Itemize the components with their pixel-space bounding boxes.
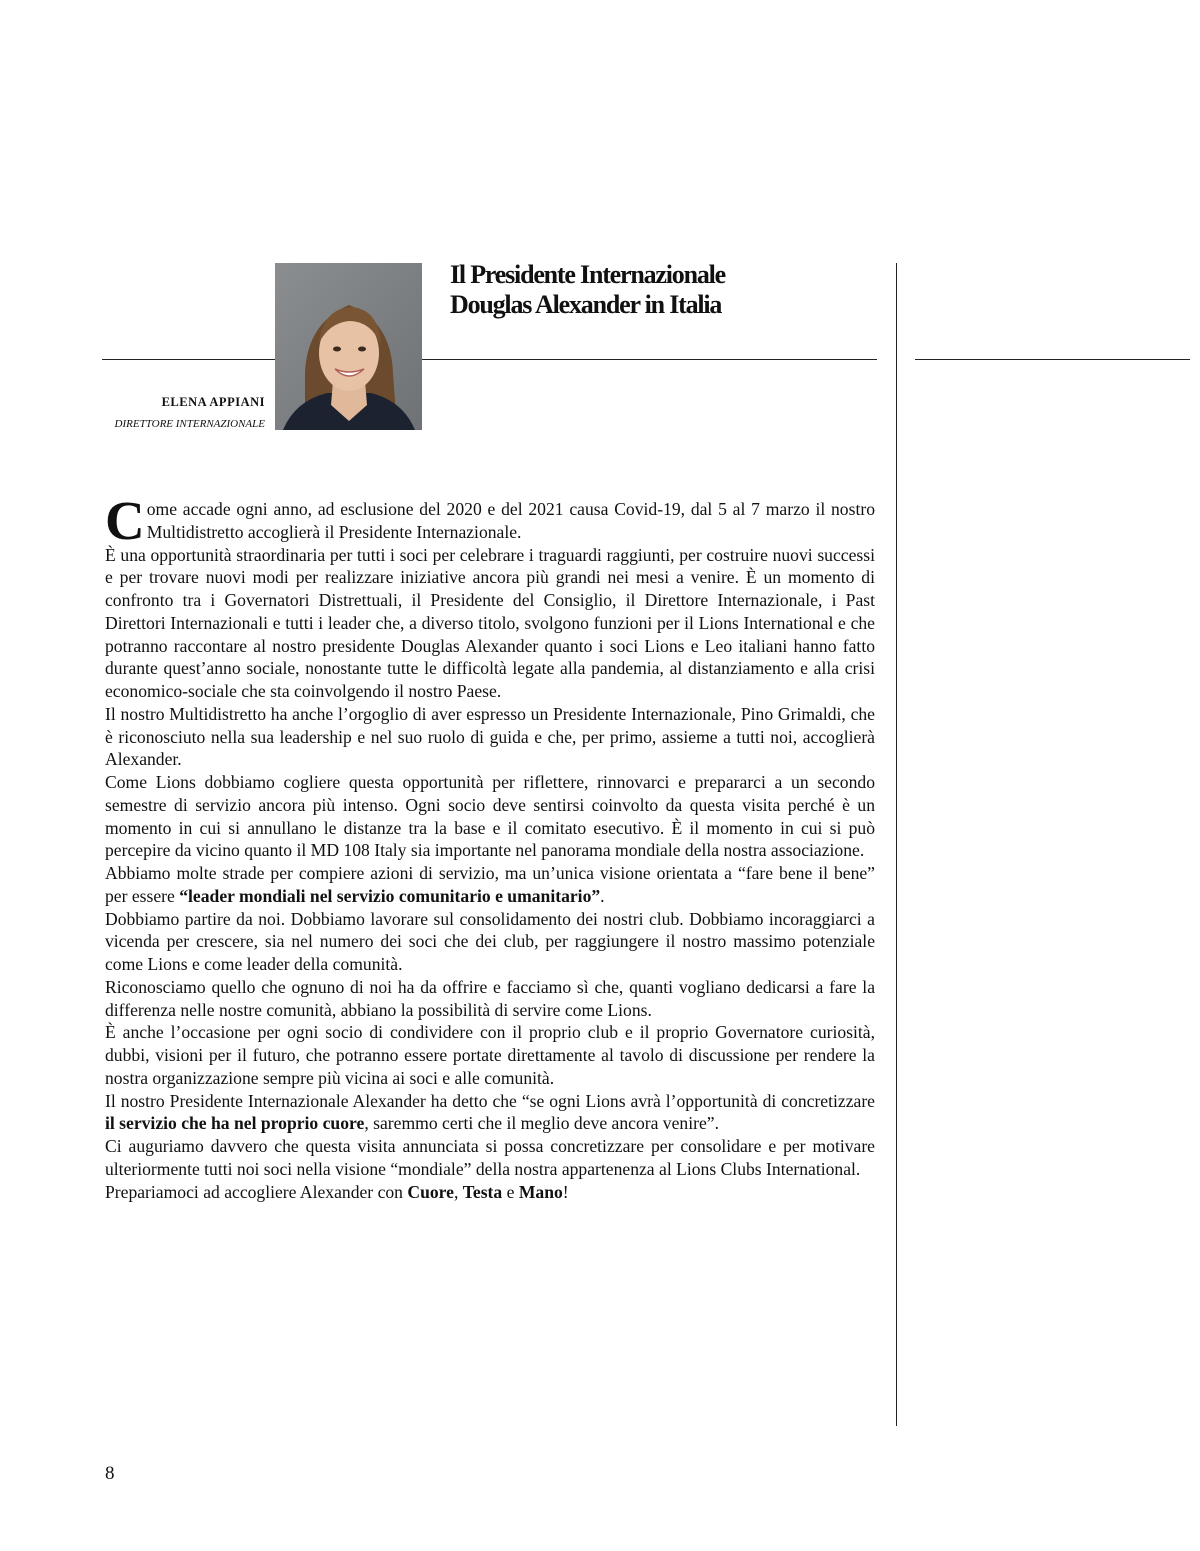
side-column-rule: [915, 359, 1190, 360]
bold-word-mano: Mano: [518, 1181, 563, 1202]
column-divider: [896, 263, 897, 1426]
author-name: ELENA APPIANI: [161, 395, 265, 409]
paragraph-text: .: [600, 885, 605, 906]
drop-cap: C: [105, 490, 145, 551]
paragraph: Dobbiamo partire da noi. Dobbiamo lavorare sul consolidamento dei nostri club. Dobbiamo incoraggiarci a vicenda per crescere, sia nel numero dei soci che dei club, per raggiungere il nostro massimo potenziale come Lions e come leader della comunità.: [105, 908, 875, 974]
paragraph: Riconosciamo quello che ognuno di noi ha da offrire e facciamo sì che, quanti vogliano dedicarsi a fare la differenza nelle nostre comunità, abbiano la possibilità di servire come Lions.: [105, 976, 875, 1020]
bold-quote: “leader mondiali nel servizio comunitario e umanitario”: [179, 885, 601, 906]
separator: ,: [453, 1181, 463, 1202]
bold-word-cuore: Cuore: [407, 1181, 454, 1202]
paragraph: Il nostro Multidistretto ha anche l’orgoglio di aver espresso un Presidente Internazionale, Pino Grimaldi, che è riconosciuto nella sua leadership e nel suo ruolo di guida e che, per primo, assieme a tutti noi, accoglierà Alexander.: [105, 703, 875, 770]
paragraph-text: ome accade ogni anno, ad esclusione del 2020 e del 2021 causa Covid-19, dal 5 al 7 marzo il nostro Multidistretto accoglierà il Presidente Internazionale.: [146, 499, 875, 542]
paragraph-text: , saremmo certi che il meglio deve ancora venire”.: [364, 1113, 719, 1134]
paragraph: [105, 490, 875, 551]
article-title-line-2: Douglas Alexander in Italia: [450, 290, 722, 319]
separator: e: [502, 1181, 519, 1202]
paragraph-text: Prepariamoci ad accogliere Alexander con: [105, 1181, 408, 1202]
paragraph-text: Il nostro Presidente Internazionale Alexander ha detto che “se ogni Lions avrà l’opportunità di concretizzare: [105, 1090, 875, 1111]
bold-phrase: il servizio che ha nel proprio cuore: [105, 1113, 365, 1134]
page-number: 8: [105, 1463, 115, 1484]
bold-word-testa: Testa: [462, 1181, 503, 1202]
paragraph: [105, 1181, 875, 1204]
author-role: DIRETTORE INTERNAZIONALE: [114, 418, 265, 430]
paragraph-text: Abbiamo molte strade per compiere azioni di servizio, ma un’unica visione orientata a “fare bene il bene” per essere: [105, 863, 875, 906]
paragraph: È anche l’occasione per ogni socio di condividere con il proprio club e il proprio Governatore curiosità, dubbi, visioni per il futuro, che potranno essere portate direttamente al tavolo di discussione per rendere la nostra organizzazione sempre più vicina ai soci e alle comunità.: [105, 1022, 875, 1088]
paragraph: È una opportunità straordinaria per tutti i soci per celebrare i traguardi raggiunti, per costruire nuovi successi e per trovare nuovi modi per realizzare iniziative ancora più grandi nei mesi a venire. È un momento di confronto tra i Governatori Distrettuali, il Presidente del Consiglio, il Direttore Internazionale, i Past Direttori Internazionali e tutti i leader che, a diverso titolo, svolgono funzioni per il Lions International e che potranno raccontare al nostro presidente Douglas Alexander quanto i soci Lions e Leo italiani hanno fatto durante quest’anno sociale, nonostante tutte le difficoltà legate alla pandemia, al distanziamento e alla crisi economico-sociale che sta coinvolgendo il nostro Paese.: [105, 544, 875, 701]
author-photo: [275, 263, 422, 430]
header-rule-right: [422, 359, 877, 360]
paragraph: [105, 862, 875, 908]
header-rule-left: [102, 359, 275, 360]
article-title-line-1: Il Presidente Internazionale: [450, 260, 725, 289]
paragraph: Ci auguriamo davvero che questa visita annunciata si possa concretizzare per consolidare e per motivare ulteriormente tutti noi soci nella visione “mondiale” della nostra appartenenza al Lions Clubs International.: [105, 1136, 875, 1179]
article-title: [450, 260, 870, 320]
paragraph: Come Lions dobbiamo cogliere questa opportunità per riflettere, rinnovarci e prepararci a un secondo semestre di servizio ancora più intenso. Ogni socio deve sentirsi coinvolto da questa visita perché è un momento in cui si annullano le distanze tra la base e il comitato esecutivo. È il momento in cui si può percepire da vicino quanto il MD 108 Italy sia importante nel panorama mondiale della nostra associazione.: [105, 772, 875, 861]
paragraph: [105, 1090, 875, 1136]
article-body: [105, 490, 875, 1203]
paragraph-text: !: [562, 1181, 569, 1202]
